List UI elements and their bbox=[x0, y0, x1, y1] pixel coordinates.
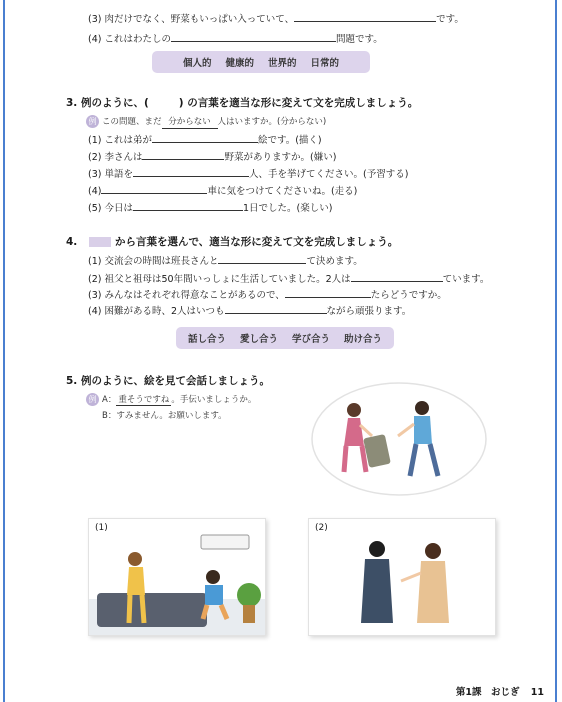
word-bank-1-item: 日常的 bbox=[310, 58, 340, 69]
scene-2-label: (2) bbox=[315, 523, 328, 533]
word-bank-1-item: 健康的 bbox=[225, 58, 254, 69]
answer-blank[interactable] bbox=[225, 304, 327, 314]
answer-blank[interactable] bbox=[218, 254, 306, 264]
section-3-item-4: (4) 車に気をつけてくださいね。(走る) bbox=[88, 186, 358, 197]
top-item-4-blank[interactable] bbox=[171, 32, 336, 42]
word-bank-2-item: 話し合う bbox=[187, 334, 226, 345]
example-badge: 例 bbox=[86, 115, 99, 128]
section-4-item-1: (1) 交流会の時間は班長さんと て決めます。 bbox=[88, 256, 363, 267]
plant bbox=[237, 583, 261, 607]
section-4-title-a: 4. bbox=[66, 236, 78, 248]
section-5-title: 5. 例のように、絵を見て会話しましょう。 bbox=[66, 375, 270, 387]
scene-2-illustration bbox=[309, 519, 495, 635]
example-illustration bbox=[310, 380, 488, 498]
section-3-item-5: (5) 今日は 1日でした。(楽しい) bbox=[88, 203, 333, 214]
section-3-title bbox=[66, 97, 418, 110]
scene-1-label: (1) bbox=[95, 523, 108, 533]
section-4-title-b: から言葉を選んで、適当な形に変えて文を完成しましょう。 bbox=[114, 236, 399, 248]
air-conditioner bbox=[201, 535, 249, 549]
top-item-3 bbox=[88, 12, 464, 26]
word-bank-marker bbox=[89, 237, 111, 247]
section-3-title-b: ) の言葉を適当な形に変えて文を完成しましょう。 bbox=[178, 97, 419, 109]
footer-lesson: 第1課 おじぎ bbox=[455, 687, 520, 698]
section-5-example-a: 例 A： 重そうですね 。手伝いましょうか。 bbox=[86, 393, 256, 406]
answer-blank[interactable] bbox=[285, 288, 371, 298]
page-number: 11 bbox=[530, 687, 544, 698]
section-4-item-2: (2) 祖父と祖母は50年間いっしょに生活していました。2人は ています。 bbox=[88, 274, 490, 285]
answer-blank[interactable] bbox=[142, 150, 224, 160]
section-3-title-a: 3. 例のように、( bbox=[66, 97, 149, 109]
woman-in-coat bbox=[361, 559, 393, 623]
section-3-item-3: (3) 単語を 人、手を挙げてください。(予習する) bbox=[88, 169, 409, 180]
answer-blank[interactable] bbox=[351, 272, 443, 282]
word-bank-1 bbox=[152, 51, 370, 73]
section-3-item-2: (2) 李さんは 野菜がありますか。(嫌い) bbox=[88, 152, 337, 163]
scene-2 bbox=[308, 518, 496, 636]
section-5-example-b: B：すみません。お願いします。 bbox=[102, 411, 227, 421]
example-answer: 分からない bbox=[162, 116, 218, 129]
example-suffix: 人はいますか。(分からない) bbox=[217, 117, 327, 127]
word-bank-2 bbox=[176, 327, 394, 349]
top-item-3-prefix: (3) 肉だけでなく、野菜もいっぱい入っていて、 bbox=[88, 14, 295, 25]
section-4-item-4: (4) 困難がある時、2人はいつも ながら頑張ります。 bbox=[88, 306, 412, 317]
example-answer: 重そうですね bbox=[118, 395, 170, 405]
woman-in-jacket bbox=[417, 561, 449, 623]
page-footer bbox=[456, 684, 544, 698]
section-4-item-3: (3) みんなはそれぞれ得意なことがあるので、 たらどうですか。 bbox=[88, 290, 447, 301]
word-bank-2-item: 学び合う bbox=[292, 334, 331, 345]
answer-blank[interactable] bbox=[101, 184, 207, 194]
word-bank-2-item: 愛し合う bbox=[239, 334, 278, 345]
answer-blank[interactable] bbox=[133, 167, 249, 177]
section-3-example bbox=[86, 115, 326, 129]
section-3-item-1: (1) これは弟が 絵です。(描く) bbox=[88, 135, 322, 146]
scene-1-illustration bbox=[89, 519, 265, 635]
example-badge: 例 bbox=[86, 393, 99, 406]
answer-blank[interactable] bbox=[152, 133, 258, 143]
sofa bbox=[97, 593, 207, 627]
word-bank-1-item: 世界的 bbox=[268, 58, 297, 69]
answer-blank[interactable] bbox=[133, 201, 243, 211]
scene-1 bbox=[88, 518, 266, 636]
top-item-4 bbox=[88, 32, 383, 46]
word-bank-2-item: 助け合う bbox=[344, 334, 383, 345]
top-item-4-prefix: (4) これはわたしの bbox=[88, 34, 171, 45]
example-prefix: この問題、まだ bbox=[102, 117, 162, 127]
top-item-3-suffix: です。 bbox=[436, 14, 464, 25]
top-item-4-suffix: 問題です。 bbox=[335, 34, 383, 45]
word-bank-1-item: 個人的 bbox=[182, 58, 212, 69]
section-4-title bbox=[66, 236, 398, 249]
top-item-3-blank[interactable] bbox=[294, 12, 436, 22]
